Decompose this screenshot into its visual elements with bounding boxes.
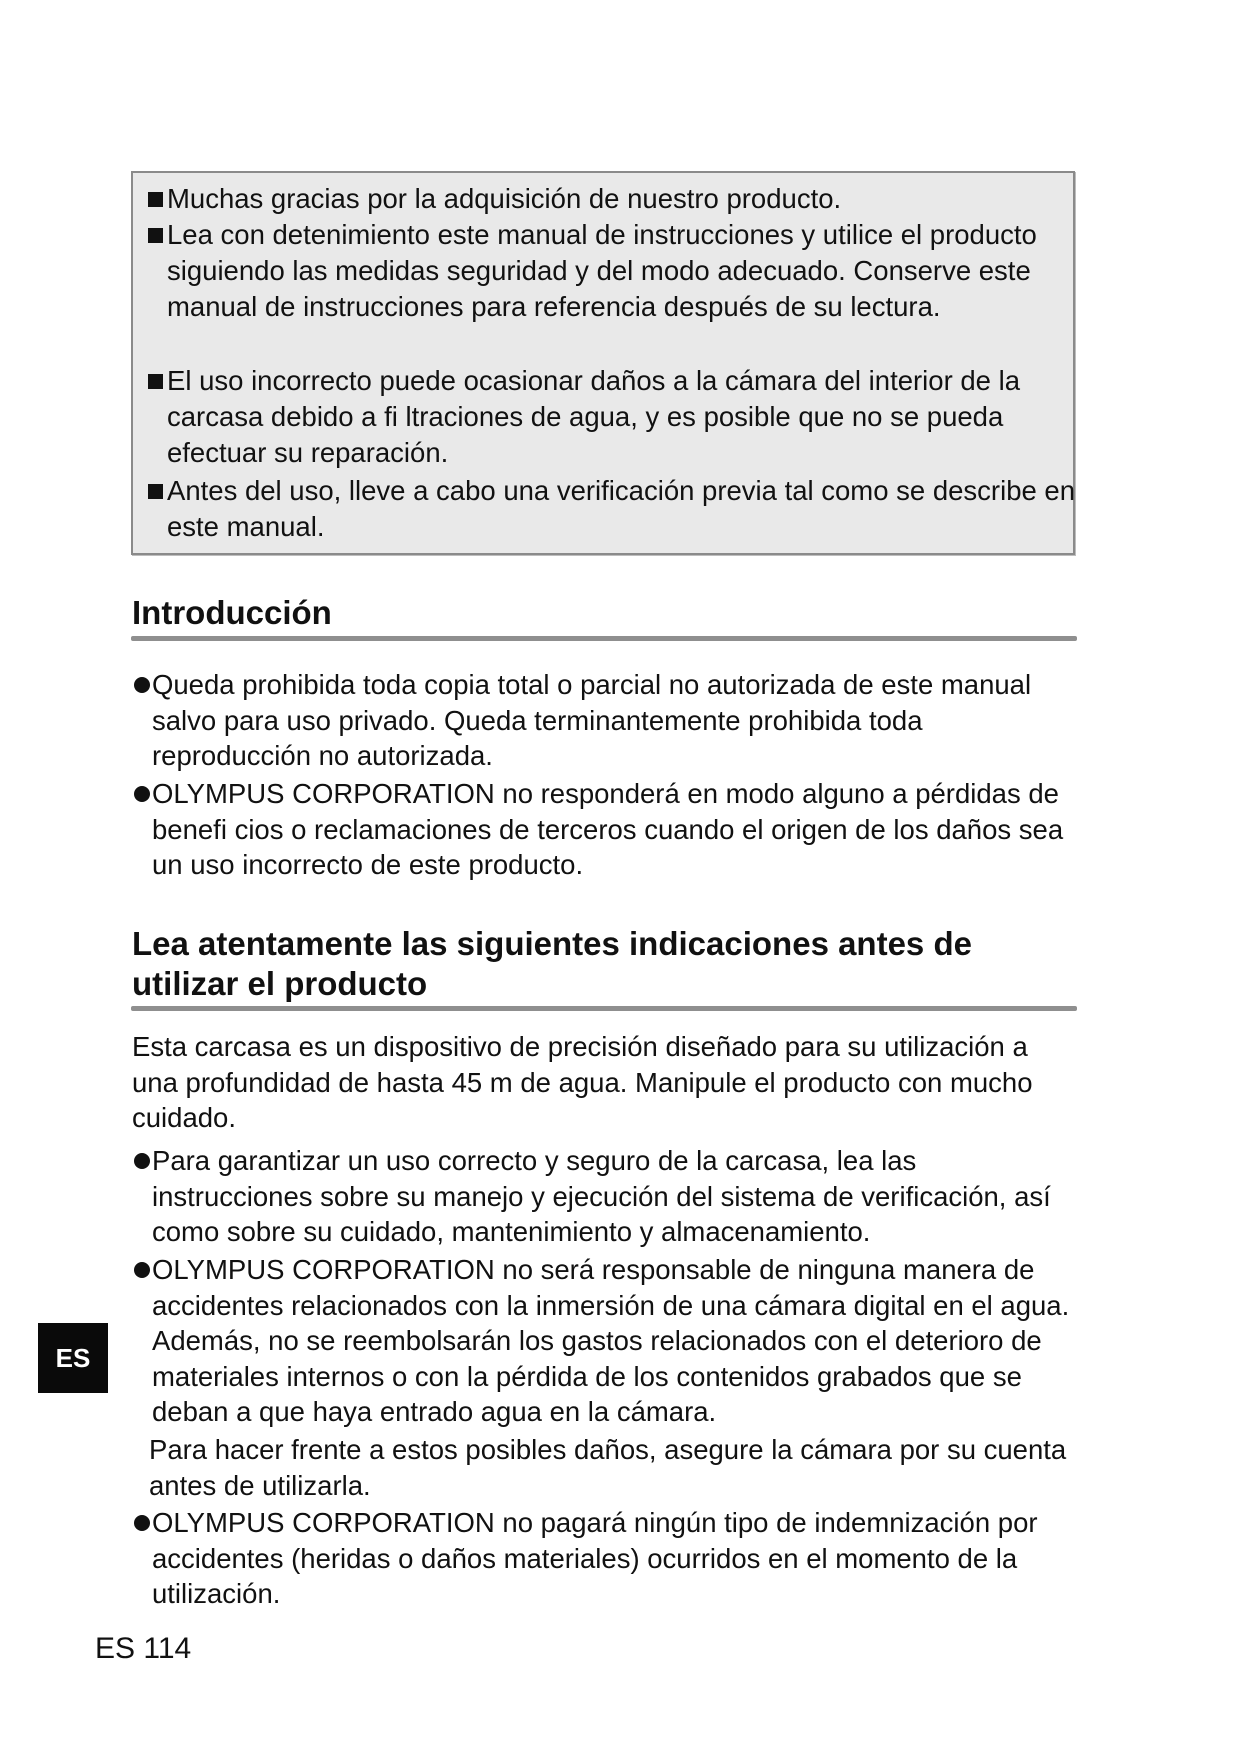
- round-bullet-icon: [134, 677, 150, 693]
- square-bullet-icon: [148, 374, 163, 389]
- round-bullet-icon: [134, 1262, 150, 1278]
- section-divider: [131, 636, 1077, 641]
- square-bullet-icon: [148, 228, 163, 243]
- precautions-intro: Esta carcasa es un dispositivo de precisión diseñado para su utilización a una profundidad de hasta 45 m de agua. Manipule el producto con mucho cuidado.: [132, 1031, 1033, 1133]
- list-note: Para hacer frente a estos posibles daños, asegure la cámara por su cuenta antes de utilizarla.: [149, 1434, 1067, 1501]
- notice-item: Lea con detenimiento este manual de instrucciones y utilice el producto siguiendo las medidas seguridad y del modo adecuado. Conserve este manual de instrucciones para referencia después de su lectura.: [167, 219, 1037, 322]
- precautions-heading: Lea atentamente las siguientes indicaciones antes de utilizar el producto: [132, 925, 972, 1002]
- square-bullet-icon: [148, 484, 163, 499]
- square-bullet-icon: [148, 192, 163, 207]
- round-bullet-icon: [134, 786, 150, 802]
- notice-item: Muchas gracias por la adquisición de nuestro producto.: [167, 183, 842, 214]
- section-divider: [131, 1006, 1077, 1011]
- list-item: OLYMPUS CORPORATION no responderá en modo alguno a pérdidas de benefi cios o reclamaciones de terceros cuando el origen de los daños sea un uso incorrecto de este producto.: [152, 778, 1064, 880]
- list-item: OLYMPUS CORPORATION no pagará ningún tipo de indemnización por accidentes (heridas o daños materiales) ocurridos en el momento de la utilización.: [152, 1507, 1038, 1609]
- round-bullet-icon: [134, 1153, 150, 1169]
- notice-item: El uso incorrecto puede ocasionar daños a la cámara del interior de la carcasa debido a fi ltraciones de agua, y es posible que no se pueda efectuar su reparación.: [167, 365, 1020, 468]
- list-item: Para garantizar un uso correcto y seguro de la carcasa, lea las instrucciones sobre su manejo y ejecución del sistema de verificación, así como sobre su cuidado, mantenimiento y almacenamiento.: [152, 1145, 1051, 1247]
- notice-box: [131, 171, 1075, 555]
- page-number: ES 114: [95, 1632, 192, 1665]
- introduction-heading: Introducción: [132, 594, 332, 631]
- list-item: Queda prohibida toda copia total o parcial no autorizada de este manual salvo para uso privado. Queda terminantemente prohibida toda reproducción no autorizada.: [152, 669, 1032, 771]
- language-tab: ES: [38, 1323, 108, 1393]
- notice-item: Antes del uso, lleve a cabo una verificación previa tal como se describe en este manual.: [167, 475, 1076, 542]
- round-bullet-icon: [134, 1515, 150, 1531]
- list-item: OLYMPUS CORPORATION no será responsable de ninguna manera de accidentes relacionados con la inmersión de una cámara digital en el agua. Además, no se reembolsarán los gastos relacionados con el deterioro de materiales internos o con la pérdida de los contenidos grabados que se deban a que haya entrado agua en la cámara.: [152, 1254, 1070, 1427]
